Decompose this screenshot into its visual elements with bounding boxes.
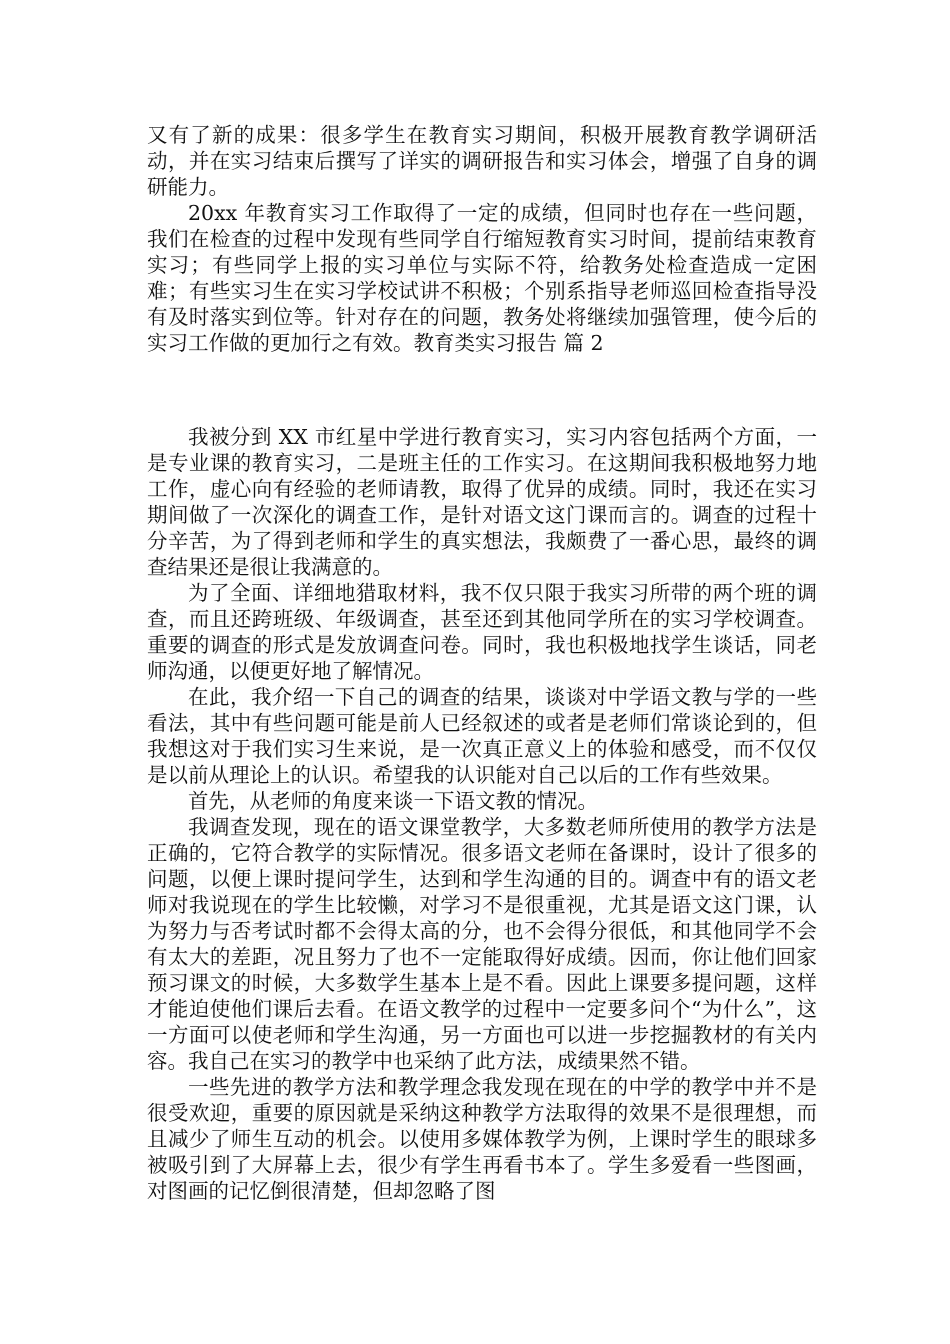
paragraph: 又有了新的成果：很多学生在教育实习期间，积极开展教育教学调研活动，并在实习结束后撰写了详实的调研报告和实习体会，增强了自身的调研能力。 (147, 123, 817, 199)
paragraph: 为了全面、详细地猎取材料，我不仅只限于我实习所带的两个班的调查，而且还跨班级、年级调查，甚至还到其他同学所在的实习学校调查。重要的调查的形式是发放调查问卷。同时，我也积极地找学生谈话，同老师沟通，以便更好地了解情况。 (147, 581, 817, 683)
paragraph: 我调查发现，现在的语文课堂教学，大多数老师所使用的教学方法是正确的，它符合教学的实际情况。很多语文老师在备课时，设计了很多的问题，以便上课时提问学生，达到和学生沟通的目的。调查中有的语文老师对我说现在的学生比较懒，对学习不是很重视，尤其是语文这门课，认为努力与否考试时都不会得太高的分，也不会得分很低，和其他同学不会有太大的差距，况且努力了也不一定能取得好成绩。因而，你让他们回家预习课文的时候，大多数学生基本上是不看。因此上课要多提问题，这样才能迫使他们课后去看。在语文教学的过程中一定要多问个“为什么”，这一方面可以使老师和学生沟通，另一方面也可以进一步挖掘教材的有关内容。我自己在实习的教学中也采纳了此方法，成绩果然不错。 (147, 815, 817, 1073)
paragraph: 20xx 年教育实习工作取得了一定的成绩，但同时也存在一些问题，我们在检查的过程中发现有些同学自行缩短教育实习时间，提前结束教育实习；有些同学上报的实习单位与实际不符，给教务处检查造成一定困难；有些实习生在实习学校试讲不积极；个别系指导老师巡回检查指导没有及时落实到位等。针对存在的问题，教务处将继续加强管理，使今后的实习工作做的更加行之有效。教育类实习报告 篇 2 (147, 201, 817, 355)
paragraph: 在此，我介绍一下自己的调查的结果，谈谈对中学语文教与学的一些看法，其中有些问题可能是前人已经叙述的或者是老师们常谈论到的，但我想这对于我们实习生来说，是一次真正意义上的体验和感受，而不仅仅是以前从理论上的认识。希望我的认识能对自己以后的工作有些效果。 (147, 685, 817, 787)
text-section-2 (147, 424, 817, 1204)
text-section-1 (147, 122, 817, 356)
paragraph: 首先，从老师的角度来谈一下语文教的情况。 (188, 789, 598, 813)
paragraph: 一些先进的教学方法和教学理念我发现在现在的中学的教学中并不是很受欢迎，重要的原因就是采纳这种教学方法取得的效果不是很理想，而且减少了师生互动的机会。以使用多媒体教学为例，上课时学生的眼球多被吸引到了大屏幕上去，很少有学生再看书本了。学生多爱看一些图画，对图画的记忆倒很清楚，但却忽略了图 (147, 1075, 817, 1203)
paragraph: 我被分到 XX 市红星中学进行教育实习，实习内容包括两个方面，一是专业课的教育实习，二是班主任的工作实习。在这期间我积极地努力地工作，虚心向有经验的老师请教，取得了优异的成绩。同时，我还在实习期间做了一次深化的调查工作，是针对语文这门课而言的。调查的过程十分辛苦，为了得到老师和学生的真实想法，我颇费了一番心思，最终的调查结果还是很让我满意的。 (147, 425, 817, 579)
